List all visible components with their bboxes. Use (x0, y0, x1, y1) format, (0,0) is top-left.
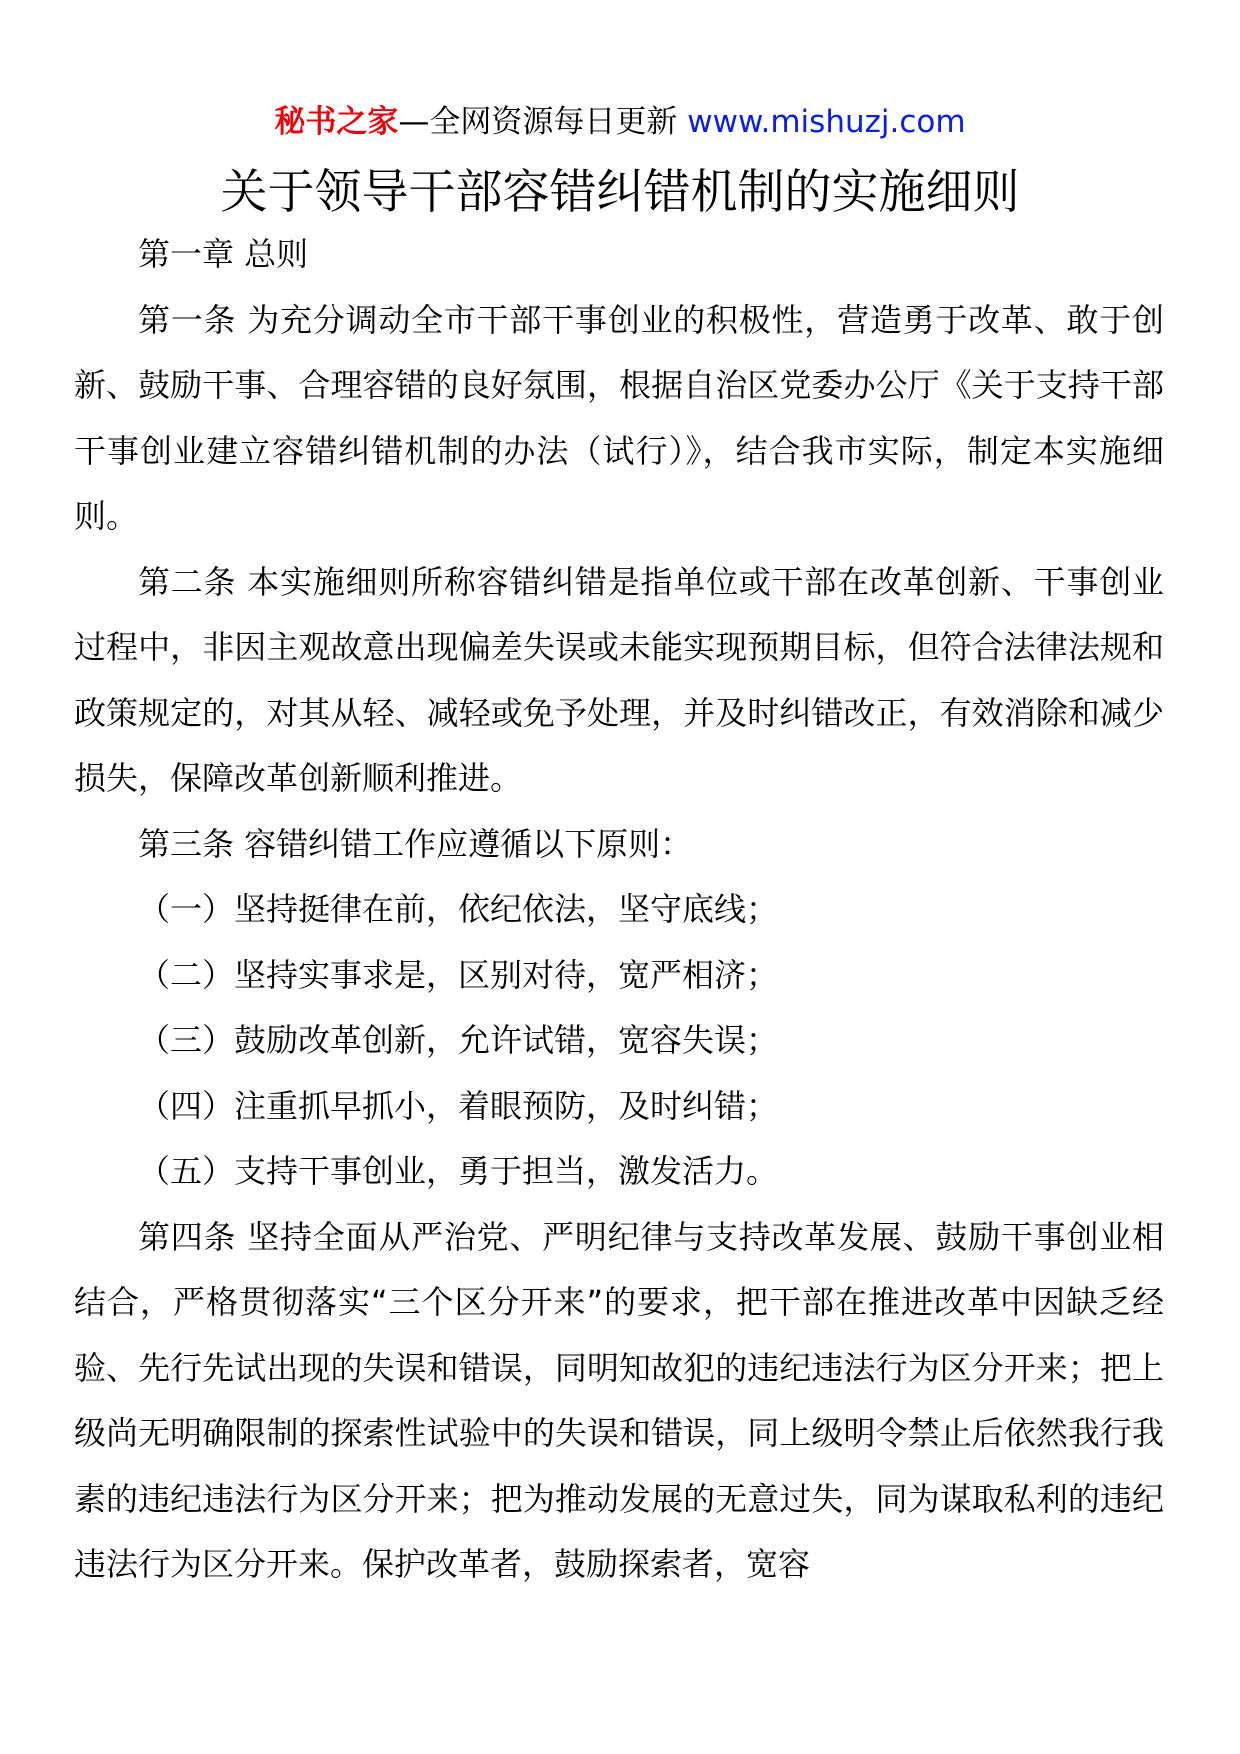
article-4: 第四条 坚持全面从严治党、严明纪律与支持改革发展、鼓励干事创业相结合，严格贯彻落实“三个区分开来”的要求，把干部在推进改革中因缺乏经验、先行先试出现的失误和错误，同明知故犯的违纪违法行为区分开来；把上级尚无明确限制的探索性试验中的失误和错误，同上级明令禁止后依然我行我素的违纪违法行为区分开来；把为推动发展的无意过失，同为谋取私利的违纪违法行为区分开来。保护改革者，鼓励探索者，宽容 (74, 1217, 1164, 1583)
article-3: 第三条 容错纠错工作应遵循以下原则： (138, 824, 693, 863)
principle-1: （一）坚持挺律在前，依纪依法，坚守底线； (138, 890, 779, 928)
site-header (0, 100, 1240, 144)
header-tagline: —全网资源每日更新 (398, 104, 688, 140)
document-title: 关于领导干部容错纠错机制的实施细则 (220, 165, 1020, 220)
document-body (74, 222, 1164, 1598)
article-1: 第一条 为充分调动全市干部干事创业的积极性，营造勇于改革、敢于创新、鼓励干事、合理容错的良好氛围，根据自治区党委办公厅《关于支持干部干事创业建立容错纠错机制的办法（试行）》，结合我市实际，制定本实施细则。 (74, 300, 1164, 535)
site-url: www.mishuzj.com (687, 104, 966, 140)
principle-4: （四）注重抓早抓小，着眼预防，及时纠错； (138, 1086, 779, 1125)
brand-name: 秘书之家 (274, 104, 399, 140)
chapter-heading: 第一章 总则 (138, 235, 309, 273)
principle-3: （三）鼓励改革创新，允许试错，宽容失误； (138, 1021, 779, 1059)
principle-5: （五）支持干事创业，勇于担当，激发活力。 (138, 1152, 779, 1190)
principle-2: （二）坚持实事求是，区别对待，宽严相济； (138, 955, 779, 994)
article-2: 第二条 本实施细则所称容错纠错是指单位或干部在改革创新、干事创业过程中，非因主观故意出现偏差失误或未能实现预期目标，但符合法律法规和政策规定的，对其从轻、减轻或免予处理，并及时纠错改正，有效消除和减少损失，保障改革创新顺利推进。 (74, 562, 1164, 797)
